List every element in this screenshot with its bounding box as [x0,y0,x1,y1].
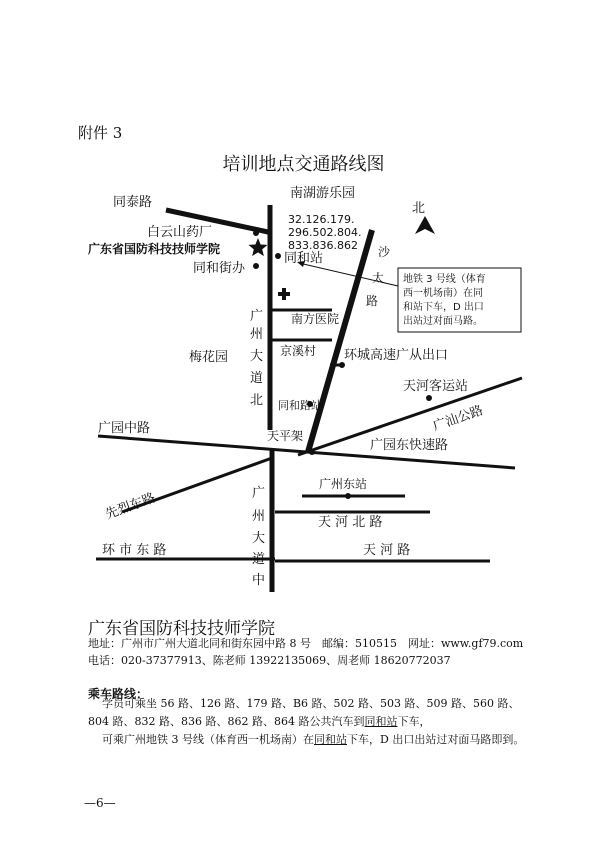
shatai-char-1: 沙 [378,245,391,259]
ave-north-char-5: 北 [250,393,264,408]
guangzhou-east-marker [345,493,351,499]
metro-route-end: 下车，D 出口出站过对面马路即到。 [347,733,525,746]
shatai-char-2: 太 [372,271,385,285]
attachment-label: 附件 3 [78,124,123,142]
tianhe-coach-label: 天河客运站 [403,379,469,394]
ave-middle-char-3: 大 [252,531,266,546]
tonghe-office-label: 同和街办 [193,261,246,276]
tianpingjia-label: 天平架 [267,429,304,443]
school-name: 广东省国防科技技师学院 [88,619,275,639]
ave-north-char-4: 道 [250,371,264,386]
guangyuan-middle-label: 广园中路 [98,421,151,436]
ave-north-char-1: 广 [250,309,264,324]
huanshi-label: 环 市 东 路 [102,543,167,558]
callout-line-1: 地铁 3 号线（体育 [403,274,486,285]
meihua-label: 梅花园 [189,350,229,365]
tonghe-road-station-label: 同和路站 [278,399,322,412]
ave-middle-char-5: 中 [252,573,266,588]
xianlie-label: 先烈东路 [103,490,158,523]
bus-stop-name: 同和站 [364,715,398,728]
bus-route-paragraph [88,695,530,731]
metro-route-text: 可乘广州地铁 3 号线（体育西一机场南）在 [102,733,314,746]
tonghe-station-label: 同和站 [284,251,324,266]
callout-line-3: 和站下车，D 出口 [403,302,484,313]
callout-line-4: 出站过对面马路。 [403,316,483,327]
tianhe-coach-marker [426,395,432,401]
tonghe-office-marker [253,263,259,269]
tonghe-station-marker [275,253,281,259]
guangyuan-east-label: 广园东快速路 [370,438,449,453]
ave-north-char-2: 州 [250,327,264,342]
bus-route-end: 下车， [397,715,431,728]
bus-number-line-2: 296.502.804. [288,226,362,239]
ave-middle-char-2: 州 [252,509,266,524]
metro-stop-name: 同和站 [314,733,347,746]
address-line: 地址：广州市广州大道北同和街东园中路 8 号 邮编：510515 网址：www.gf79.com [88,637,524,650]
north-arrow-icon [415,216,435,234]
page-number: —6— [84,796,116,810]
route-title: 乘车路线： [88,687,149,701]
bus-number-line-3: 833.836.862 [288,239,358,252]
school-star-icon [249,238,268,256]
phone-line: 电话：020-37377913、陈老师 13922135069、周老师 18620772037 [88,654,451,667]
expressway-exit-label: 环城高速广从出口 [344,348,449,363]
school-label: 广东省国防科技技师学院 [88,242,221,256]
hospital-cross-icon [278,288,290,300]
shatai-char-3: 路 [366,294,379,308]
tongtai-label: 同泰路 [113,195,153,210]
ave-middle-char-4: 道 [252,552,266,567]
guangshan-label: 广汕公路 [431,403,486,435]
baiyun-marker [253,230,259,236]
metro-route-paragraph [88,731,530,749]
page-title: 培训地点交通路线图 [222,154,385,175]
bus-number-line-1: 32.126.179. [288,213,355,226]
baiyun-label: 白云山药厂 [147,225,213,240]
tianhe-north-label: 天 河 北 路 [318,515,383,530]
bus-route-text: 学员可乘坐 56 路、126 路、179 路、B6 路、502 路、503 路、509 路、560 路、804 路、832 路、836 路、862 路、864 路公共汽车到 [88,697,520,728]
tianhe-road-label: 天 河 路 [363,543,411,558]
callout-line-2: 西一机场南）在同 [403,288,483,299]
tianpingjia-marker [309,449,315,455]
ave-north-char-3: 大 [250,349,264,364]
north-label: 北 [412,201,426,216]
nanhu-label: 南湖游乐园 [290,186,356,201]
guangzhou-east-station-label: 广州东站 [319,477,368,491]
ave-middle-char-1: 广 [252,486,266,501]
nanfang-hospital-label: 南方医院 [291,312,340,326]
jingxi-label: 京溪村 [280,344,317,358]
